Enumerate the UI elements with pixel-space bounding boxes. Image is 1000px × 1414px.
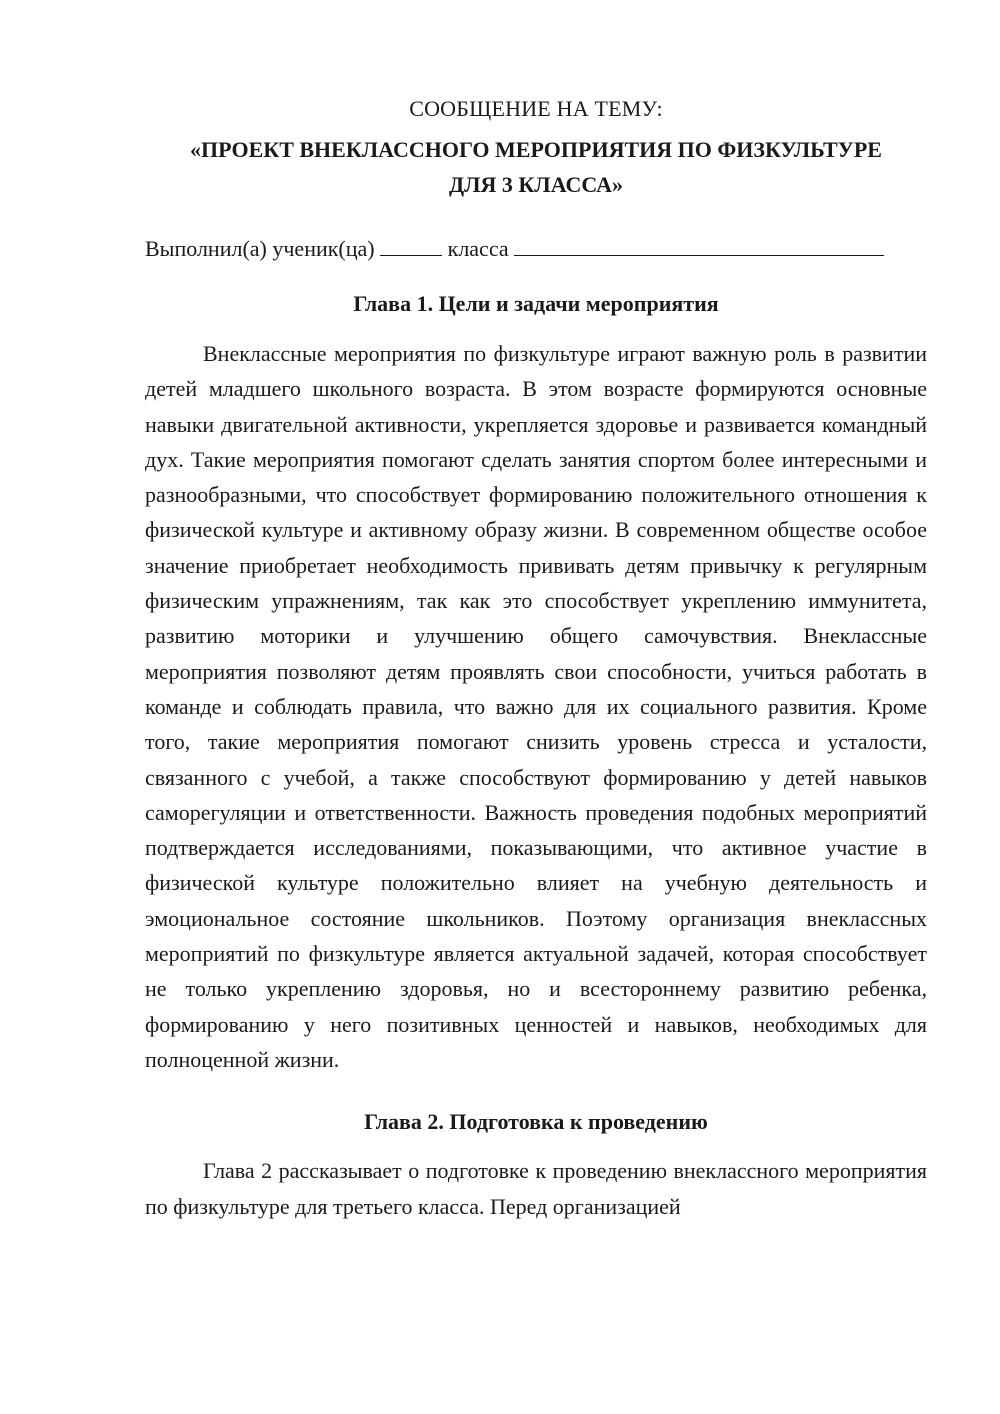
author-line xyxy=(145,231,927,266)
document-label: СООБЩЕНИЕ НА ТЕМУ: xyxy=(409,96,663,121)
document-title xyxy=(145,132,927,202)
name-blank xyxy=(514,231,884,256)
document-page xyxy=(145,92,927,1224)
author-prefix: Выполнил(а) ученик(ца) xyxy=(145,236,375,261)
document-title-line-1: «ПРОЕКТ ВНЕКЛАССНОГО МЕРОПРИЯТИЯ ПО ФИЗКУЛЬТУРЕ xyxy=(190,137,882,162)
chapter-1-paragraph: Внеклассные мероприятия по физкультуре играют важную роль в развитии детей младшего школьного возраста. В этом возрасте формируются основные навыки двигательной активности, укрепляется здоровье и развивается командный дух. Такие мероприятия помогают сделать занятия спортом более интересными и разнообразными, что способствует формированию положительного отношения к физической культуре и активному образу жизни. В современном обществе особое значение приобретает необходимость прививать детям привычку к регулярным физическим упражнениям, так как это способствует укреплению иммунитета, развитию моторики и улучшению общего самочувствия. Внеклассные мероприятия позволяют детям проявлять свои способности, учиться работать в команде и соблюдать правила, что важно для их социального развития. Кроме того, такие мероприятия помогают снизить уровень стресса и усталости, связанного с учебой, а также способствуют формированию у детей навыков саморегуляции и ответственности. Важность проведения подобных мероприятий подтверждается исследованиями, показывающими, что активное участие в физической культуре положительно влияет на учебную деятельность и эмоциональное состояние школьников. Поэтому организация внеклассных мероприятий по физкультуре является актуальной задачей, которая способствует не только укреплению здоровья, но и всестороннему развитию ребенка, формированию у него позитивных ценностей и навыков, необходимых для полноценной жизни. xyxy=(145,341,927,1072)
author-class-word: класса xyxy=(447,236,509,261)
chapter-2-heading: Глава 2. Подготовка к проведению xyxy=(364,1109,708,1135)
chapter-2-paragraph: Глава 2 рассказывает о подготовке к проведению внеклассного мероприятия по физкультуре для третьего класса. Перед организацией xyxy=(145,1158,927,1219)
chapter-1-heading: Глава 1. Цели и задачи мероприятия xyxy=(353,291,719,316)
document-title-line-2: ДЛЯ 3 КЛАССА» xyxy=(448,172,624,197)
class-blank xyxy=(380,231,442,256)
